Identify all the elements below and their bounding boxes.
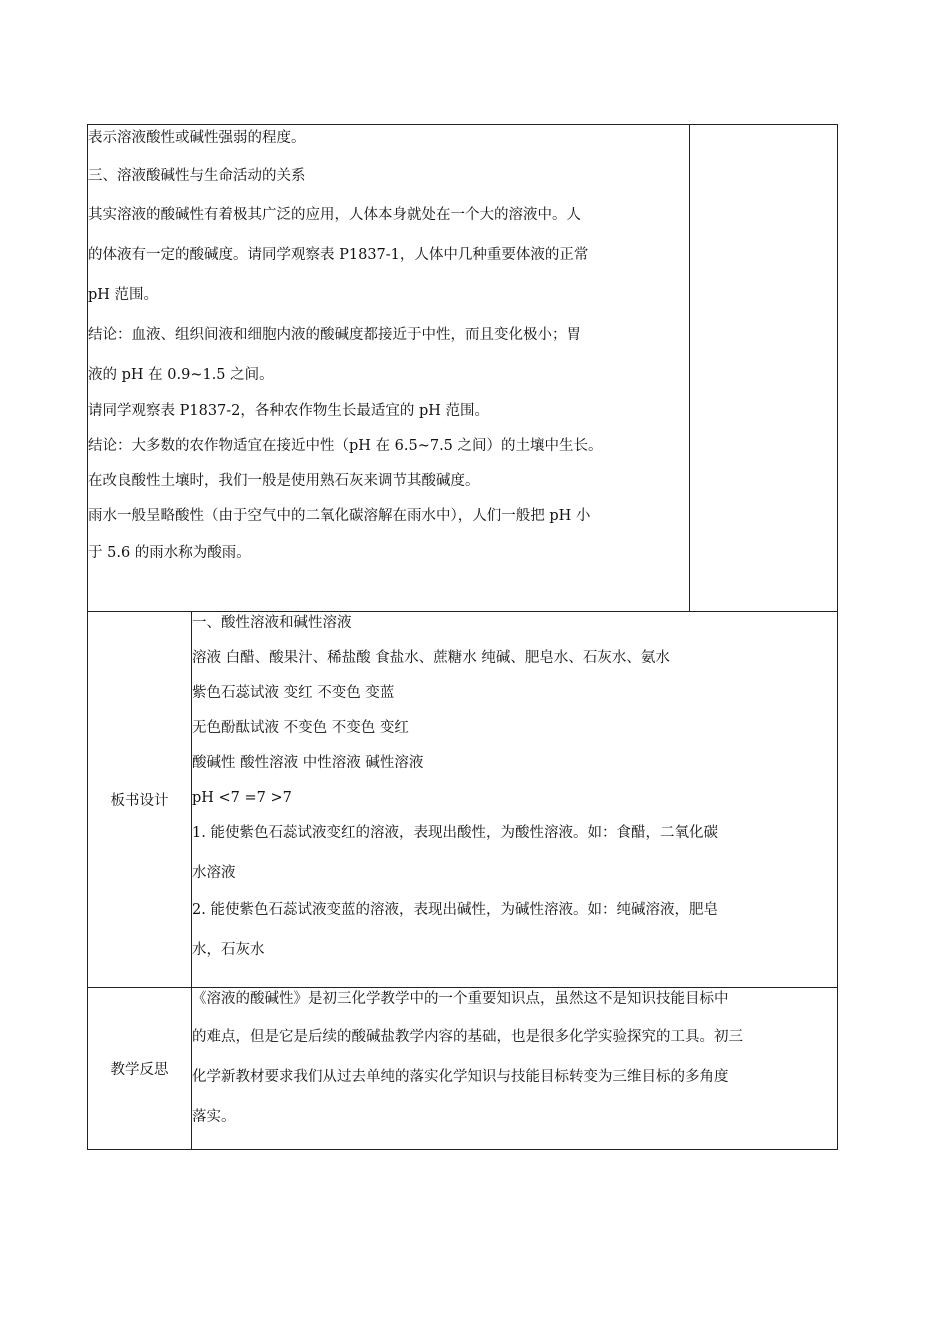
text-line: 紫色石蕊试液 变红 不变色 变蓝: [192, 685, 395, 701]
text-line: pH 范围。: [88, 287, 159, 303]
text-line: 在改良酸性土壤时，我们一般是使用熟石灰来调节其酸碱度。: [88, 473, 480, 489]
text-line: 表示溶液酸性或碱性强弱的程度。: [88, 130, 306, 146]
text-line: 落实。: [192, 1109, 236, 1125]
row-label: 板书设计: [88, 612, 192, 988]
text-line: 酸碱性 酸性溶液 中性溶液 碱性溶液: [192, 755, 424, 771]
text-line: 1. 能使紫色石蕊试液变红的溶液，表现出酸性，为酸性溶液。如：食醋，二氧化碳: [192, 825, 718, 841]
text-line: 液的 pH 在 0.9~1.5 之间。: [88, 367, 274, 383]
text-line: 水溶液: [192, 865, 236, 881]
board-design-content: [192, 612, 838, 988]
text-line: 溶液 白醋、酸果汁、稀盐酸 食盐水、蔗糖水 纯碱、肥皂水、石灰水、氨水: [192, 650, 670, 666]
text-line: 于 5.6 的雨水称为酸雨。: [88, 545, 251, 561]
text-line: 的难点，但是它是后续的酸碱盐教学内容的基础，也是很多化学实验探究的工具。初三: [192, 1029, 743, 1045]
text-line: 的体液有一定的酸碱度。请同学观察表 P1837-1，人体中几种重要体液的正常: [88, 247, 589, 263]
text-line: 雨水一般呈略酸性（由于空气中的二氧化碳溶解在雨水中），人们一般把 pH 小: [88, 508, 591, 524]
text-line: 结论：血液、组织间液和细胞内液的酸碱度都接近于中性，而且变化极小；胃: [88, 327, 581, 343]
text-line: 请同学观察表 P1837-2，各种农作物生长最适宜的 pH 范围。: [88, 403, 490, 419]
text-line: 其实溶液的酸碱性有着极其广泛的应用，人体本身就处在一个大的溶液中。人: [88, 207, 581, 223]
text-line: 一、酸性溶液和碱性溶液: [192, 615, 352, 631]
lesson-table: [87, 124, 838, 1150]
table-row: [88, 612, 838, 988]
table-row: [88, 125, 838, 612]
text-line: 无色酚酞试液 不变色 不变色 变红: [192, 720, 409, 736]
section-heading: 三、溶液酸碱性与生命活动的关系: [88, 168, 306, 184]
text-line: 水，石灰水: [192, 942, 265, 958]
notes-cell: [690, 125, 838, 612]
table-row: [88, 988, 838, 1150]
text-line: 《溶液的酸碱性》是初三化学教学中的一个重要知识点，虽然这不是知识技能目标中: [192, 991, 729, 1007]
reflection-content: [192, 988, 838, 1150]
text-line: 结论：大多数的农作物适宜在接近中性（pH 在 6.5~7.5 之间）的土壤中生长。: [88, 438, 603, 454]
text-line: pH <7 =7 >7: [192, 790, 292, 806]
text-line: 化学新教材要求我们从过去单纯的落实化学知识与技能目标转变为三维目标的多角度: [192, 1069, 729, 1085]
text-line: 2. 能使紫色石蕊试液变蓝的溶液，表现出碱性，为碱性溶液。如：纯碱溶液，肥皂: [192, 902, 718, 918]
content-cell: [88, 125, 690, 612]
row-label: 教学反思: [88, 988, 192, 1150]
